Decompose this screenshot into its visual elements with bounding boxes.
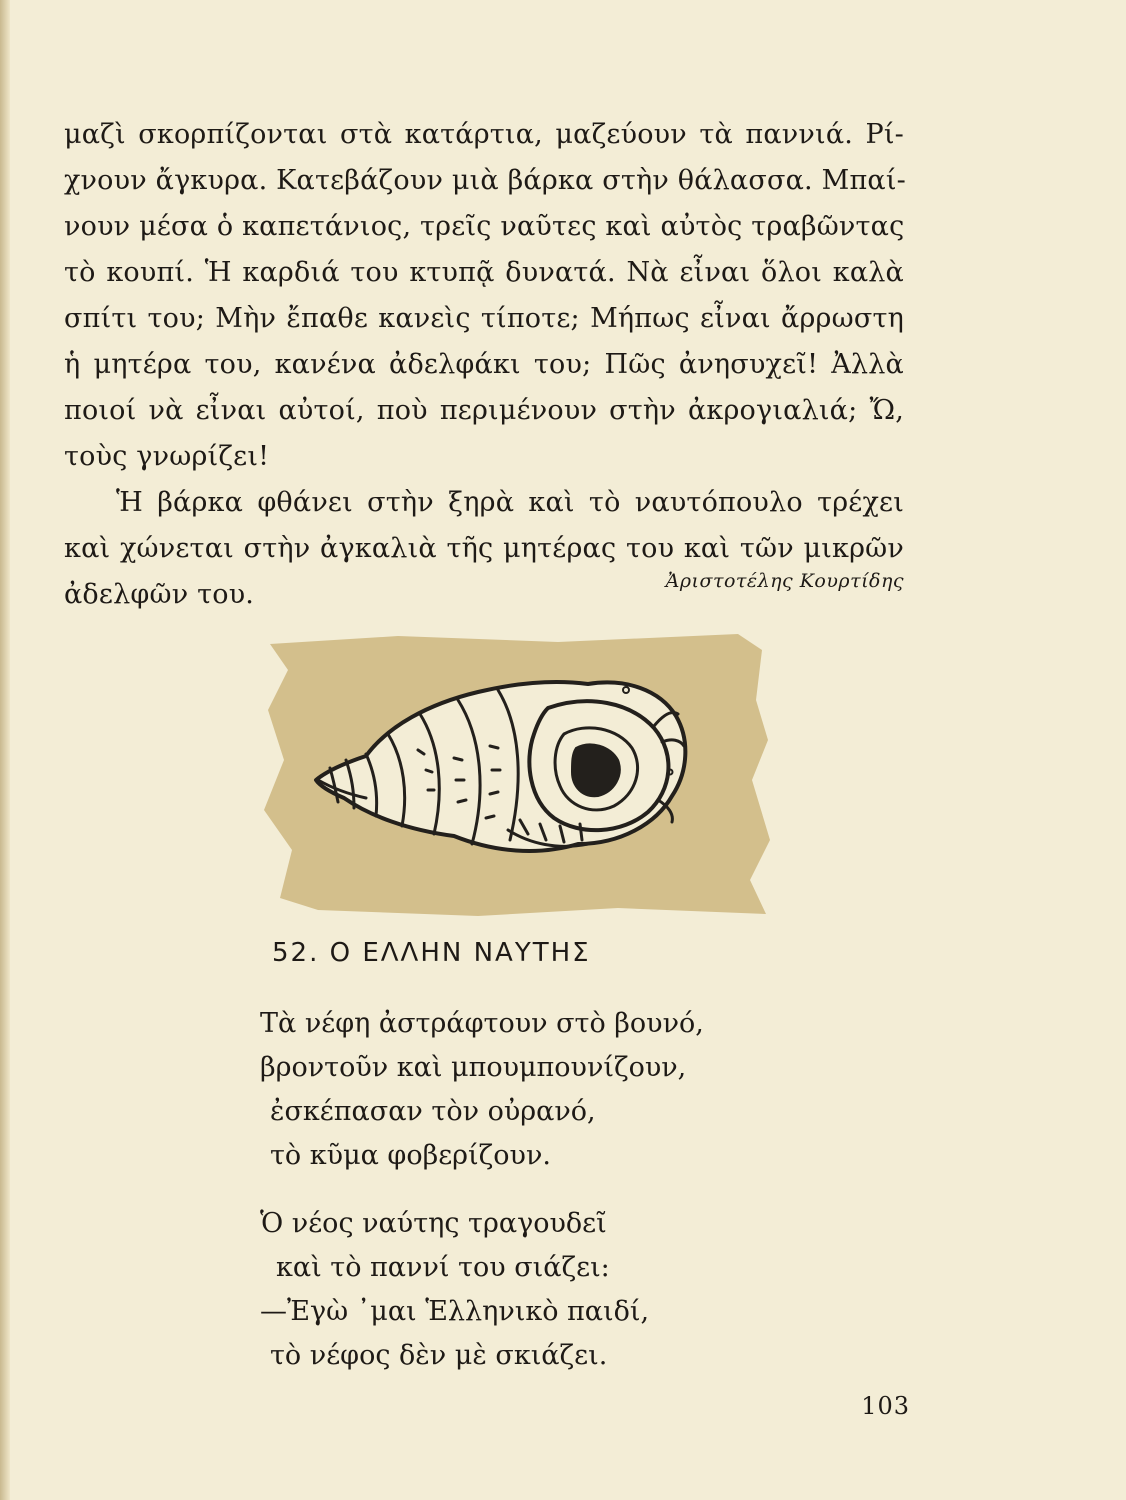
prose-line: ἡ μητέρα του, κανένα ἀδελφάκι του; Πῶς ἀνησυχεῖ! Ἀλλὰ [64,349,904,380]
poem-verse: Τὰ νέφη ἀστράφτουν στὸ βουνό, [260,1008,704,1039]
poem-verse: τὸ κῦμα φοβερίζουν. [270,1140,551,1171]
poem-title: 52. Ο ΕΛΛΗΝ ΝΑΥΤΗΣ [272,938,591,968]
poem-verse: ἐσκέπασαν τὸν οὐρανό, [270,1096,596,1127]
poem-verse: βροντοῦν καὶ μπουμπουνίζουν, [260,1052,687,1083]
page-binding-edge [0,0,10,1500]
poem-verse: καὶ τὸ παννί του σιάζει: [276,1252,610,1283]
prose-passage [64,112,904,618]
prose-line: τὸ κουπί. Ἡ καρδιά του κτυπᾷ δυνατά. Νὰ εἶναι ὅλοι καλὰ [64,257,904,288]
poem-verse: —Ἐγὼ ᾿μαι Ἑλληνικὸ παιδί, [260,1296,650,1327]
author-attribution: Ἀριστοτέλης Κουρτίδης [665,570,904,592]
prose-line: χνουν ἄγκυρα. Κατεβάζουν μιὰ βάρκα στὴν θάλασσα. Μπαί- [64,165,906,196]
prose-line: νουν μέσα ὁ καπετάνιος, τρεῖς ναῦτες καὶ αὐτὸς τραβῶντας [64,211,905,242]
seashell-illustration [258,630,774,920]
prose-line: σπίτι του; Μὴν ἔπαθε κανεὶς τίποτε; Μήπως εἶναι ἄρρωστη [64,303,904,334]
prose-line: καὶ χώνεται στὴν ἀγκαλιὰ τῆς μητέρας του καὶ τῶν μικρῶν [64,533,904,564]
poem-verse: τὸ νέφος δὲν μὲ σκιάζει. [270,1340,608,1371]
poem-stanza-2 [260,1202,780,1378]
prose-line: ἀδελφῶν του. [64,579,255,610]
prose-line: Ἡ βάρκα φθάνει στὴν ξηρὰ καὶ τὸ ναυτόπουλο τρέχει [116,487,904,518]
poem-stanza-1 [260,1002,780,1178]
prose-line: ποιοί νὰ εἶναι αὐτοί, ποὺ περιμένουν στὴν ἀκρογιαλιά; Ὤ, [64,395,904,426]
page-number: 103 [861,1392,910,1420]
prose-line: τοὺς γνωρίζει! [64,441,270,472]
poem-verse: Ὁ νέος ναύτης τραγουδεῖ [260,1208,607,1239]
prose-line: μαζὶ σκορπίζονται στὰ κατάρτια, μαζεύουν τὰ παννιά. Ρί- [64,119,904,150]
